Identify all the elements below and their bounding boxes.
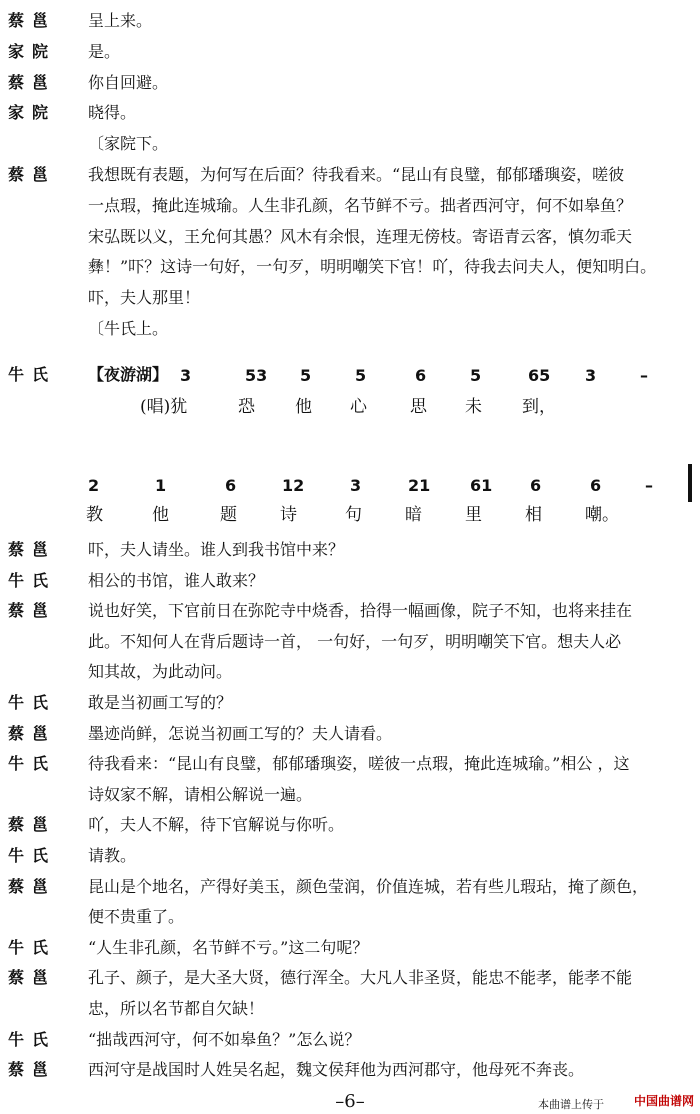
- script-line: [0, 283, 700, 313]
- speaker-name: 蔡邕: [8, 540, 57, 559]
- script-line: [0, 688, 700, 718]
- speaker-name: 蔡邕: [8, 1060, 57, 1080]
- lyric-char: 未: [465, 397, 482, 417]
- lyric-char: 他: [295, 397, 312, 417]
- jianpu-note: 21: [408, 476, 431, 495]
- dialogue-text: 彝！”吓？这诗一句好，一句歹，明明嘲笑下官！吖，待我去问夫人，便知明白。: [88, 257, 657, 277]
- script-line: [0, 780, 700, 810]
- speaker-name: 蔡邕: [8, 11, 57, 30]
- speaker-name: 蔡邕: [8, 72, 57, 92]
- lyric-char: 思: [410, 397, 427, 417]
- speaker-name: 蔡邕: [8, 723, 57, 743]
- lyric-char: 嘲。: [585, 505, 619, 525]
- jianpu-note: 5: [355, 366, 367, 385]
- dialogue-text: 孔子、颜子，是大圣大贤，德行浑全。大凡人非圣贤，能忠不能孝，能孝不能: [88, 968, 633, 988]
- lyric-char: 他: [152, 505, 169, 525]
- script-line: [0, 37, 700, 67]
- lyric-char: 到，: [522, 397, 556, 417]
- dialogue-text: 是。: [88, 41, 121, 61]
- dialogue-text: 你自回避。: [88, 72, 169, 92]
- stage-direction: 〔牛氏上。: [88, 319, 169, 338]
- speaker-name: 牛氏: [8, 937, 57, 957]
- lyric-char: 教: [86, 505, 103, 525]
- music-notation-1: [0, 362, 700, 442]
- script-line: [0, 627, 700, 657]
- jianpu-note: 3: [180, 366, 192, 385]
- script-line: [0, 566, 700, 596]
- jianpu-note: 3: [350, 476, 362, 495]
- speaker-name: 牛氏: [8, 365, 57, 384]
- dialogue-text: 呈上来。: [88, 11, 153, 30]
- jianpu-note: 12: [282, 476, 305, 495]
- dialogue-text: 吓，夫人请坐。谁人到我书馆中来？: [88, 540, 345, 559]
- dialogue-text: 宋弘既以义，王允何其愚？风木有余恨，连理无傍枝。寄语青云客，慎勿乖天: [88, 226, 633, 246]
- jianpu-note: 65: [528, 366, 551, 385]
- script-line: [0, 68, 700, 98]
- lyric-char: 句: [345, 505, 362, 525]
- dialogue-text: 此。不知何人在背后题诗一首， 一句好，一句歹，明明嘲笑下官。想夫人必: [88, 631, 622, 651]
- speaker-name: 蔡邕: [8, 968, 57, 988]
- page-number: –6–: [335, 1091, 365, 1112]
- script-line: [0, 596, 700, 626]
- script-line: [0, 535, 700, 565]
- jianpu-note: –: [640, 366, 648, 385]
- dialogue-text: 西河守是战国时人姓吴名起，魏文侯拜他为西河郡守，他母死不奔丧。: [88, 1060, 585, 1080]
- script-line: [0, 6, 700, 36]
- script-line: [0, 657, 700, 687]
- dialogue-text: 敢是当初画工写的？: [88, 693, 233, 712]
- jianpu-note: 6: [415, 366, 427, 385]
- script-line: [0, 129, 700, 159]
- dialogue-text: 吓，夫人那里！: [88, 288, 201, 308]
- lyric-char: 心: [350, 397, 367, 417]
- dialogue-text: 知其故，为此动问。: [88, 662, 233, 682]
- lyric-char: (唱)犹: [140, 397, 188, 417]
- script-line: [0, 191, 700, 221]
- speaker-name: 牛氏: [8, 693, 57, 712]
- dialogue-text: 便不贵重了。: [88, 907, 185, 927]
- script-line: [0, 994, 700, 1024]
- dialogue-text: 墨迹尚鲜，怎说当初画工写的？夫人请看。: [88, 723, 393, 743]
- script-line: [0, 252, 700, 282]
- speaker-name: 牛氏: [8, 570, 57, 590]
- script-line: [0, 1055, 700, 1085]
- jianpu-note: 6: [225, 476, 237, 495]
- speaker-name: 蔡邕: [8, 165, 57, 184]
- barline: [688, 464, 692, 502]
- dialogue-text: 晓得。: [88, 103, 137, 123]
- jianpu-note: 1: [155, 476, 167, 495]
- script-line: [0, 933, 700, 963]
- jianpu-note: –: [645, 476, 653, 495]
- site-logo: 中国曲谱网: [633, 1094, 694, 1108]
- jianpu-note: 6: [590, 476, 602, 495]
- jianpu-note: 6: [530, 476, 542, 495]
- speaker-name: 牛氏: [8, 846, 57, 865]
- dialogue-text: 待我看来：“昆山有良璧，郁郁璠璵姿，嗟彼一点瑕，掩此连城瑜。”相公 ，这: [88, 754, 630, 774]
- jianpu-note: 5: [470, 366, 482, 385]
- dialogue-text: 一点瑕，掩此连城瑜。人生非孔颜，名节鲜不亏。拙者西河守，何不如皋鱼？: [88, 195, 633, 215]
- script-line: [0, 222, 700, 252]
- speaker-name: 家院: [8, 41, 57, 61]
- dialogue-text: 说也好笑，下官前日在弥陀寺中烧香，拾得一幅画像，院子不知，也将来挂在: [88, 601, 633, 621]
- dialogue-text: 吖，夫人不解，待下官解说与你听。: [88, 815, 345, 835]
- speaker-name: 牛氏: [8, 1029, 57, 1049]
- script-line: [0, 749, 700, 779]
- jianpu-note: 2: [88, 476, 100, 495]
- speaker-name: 牛氏: [8, 754, 57, 774]
- lyric-char: 暗: [405, 505, 422, 525]
- script-line: [0, 841, 700, 871]
- lyric-char: 里: [465, 505, 482, 525]
- jianpu-note: 3: [585, 366, 597, 385]
- script-line: [0, 314, 700, 344]
- lyric-char: 恐: [238, 397, 255, 417]
- upload-credit: 本曲谱上传于: [538, 1098, 604, 1111]
- script-line: [0, 902, 700, 932]
- dialogue-text: 我想既有表题，为何写在后面？待我看来。“昆山有良璧，郁郁璠璵姿，嗟彼: [88, 165, 625, 184]
- lyric-char: 诗: [280, 505, 297, 525]
- jianpu-note: 53: [245, 366, 268, 385]
- jianpu-note: 5: [300, 366, 312, 385]
- speaker-name: 蔡邕: [8, 876, 57, 896]
- dialogue-text: 相公的书馆，谁人敢来？: [88, 570, 265, 590]
- dialogue-text: 忠，所以名节都自欠缺！: [88, 999, 265, 1018]
- speaker-name: 蔡邕: [8, 601, 57, 621]
- lyric-char: 相: [525, 505, 542, 525]
- dialogue-text: “拙哉西河守，何不如皋鱼？”怎么说？: [88, 1029, 361, 1049]
- script-line: [0, 872, 700, 902]
- dialogue-text: “人生非孔颜，名节鲜不亏。”这二句呢？: [88, 937, 369, 957]
- script-line: [0, 160, 700, 190]
- dialogue-text: 诗奴家不解，请相公解说一遍。: [88, 784, 313, 804]
- tune-name: 【夜游湖】: [88, 365, 169, 384]
- lyric-char: 题: [220, 505, 237, 525]
- jianpu-note: 61: [470, 476, 493, 495]
- script-line: [0, 719, 700, 749]
- speaker-name: 蔡邕: [8, 815, 57, 835]
- script-line: [0, 1025, 700, 1055]
- script-line: [0, 810, 700, 840]
- stage-direction: 〔家院下。: [88, 134, 169, 154]
- script-line: [0, 963, 700, 993]
- dialogue-text: 请教。: [88, 846, 137, 865]
- dialogue-text: 昆山是个地名，产得好美玉，颜色莹润，价值连城，若有些儿瑕玷，掩了颜色，: [88, 876, 649, 896]
- script-line: [0, 98, 700, 128]
- speaker-name: 家院: [8, 103, 57, 123]
